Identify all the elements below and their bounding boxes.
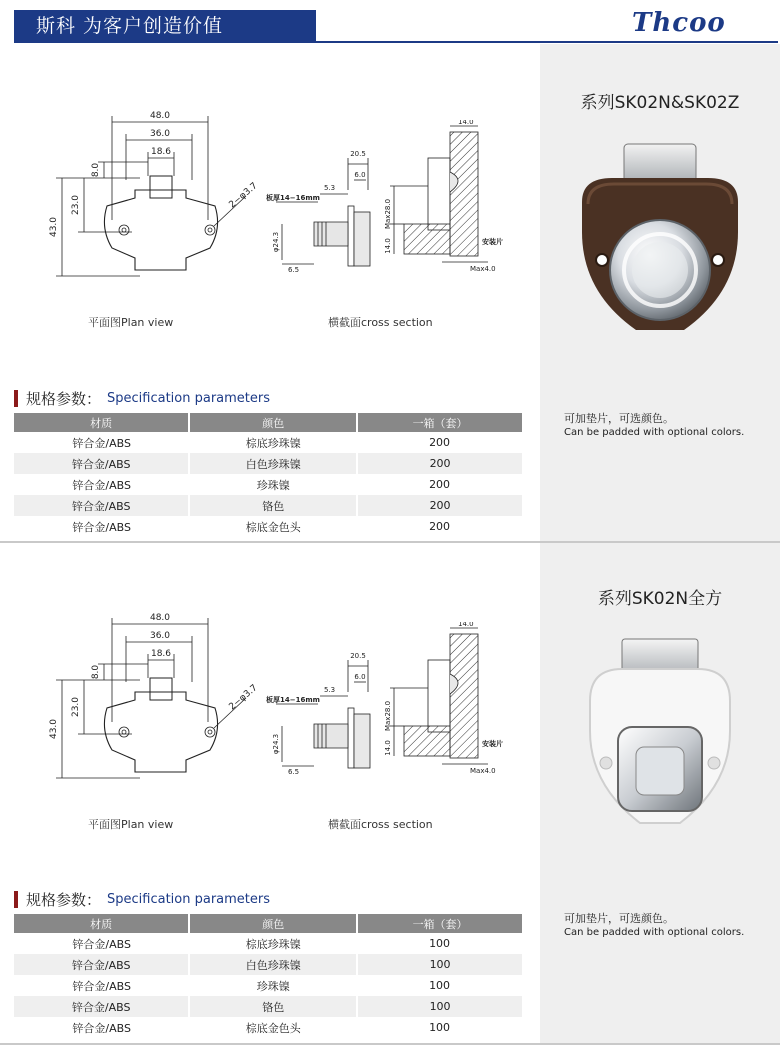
dim-max28: Max28.0: [384, 700, 392, 732]
dim-max28: Max28.0: [384, 198, 392, 230]
cell-color: 棕底金色头: [245, 520, 301, 534]
note-cn-2: 可加垫片，可选颜色。: [564, 912, 674, 925]
table-row: [14, 1017, 522, 1038]
cell-color: 白色珍珠镍: [189, 453, 357, 474]
plan-view-drawing-1: [40, 100, 260, 300]
note-en-2: Can be padded with optional colors.: [564, 927, 745, 938]
spec-header-2: [14, 889, 270, 909]
plan-view-drawing-2: [40, 602, 260, 802]
table-row: [14, 516, 522, 537]
dim-max4: Max4.0: [470, 767, 496, 775]
col-material: 材质: [14, 914, 189, 933]
cell-color: 棕底珍珠镍: [245, 937, 301, 951]
cross-section-drawing-1: [262, 120, 522, 280]
note-cn-1: 可加垫片，可选颜色。: [564, 412, 674, 425]
cell-qty: 200: [429, 478, 451, 491]
cell-material: 锌合金/ABS: [72, 520, 131, 534]
spec-title-cn-1: 规格参数：: [26, 389, 102, 408]
cell-material: 锌合金/ABS: [14, 453, 189, 474]
dim-14-top: 14.0: [458, 622, 474, 628]
dim-36: 36.0: [149, 631, 171, 641]
dim-14-side: 14.0: [384, 238, 392, 254]
spec-title-cn-2: 规格参数：: [26, 890, 102, 909]
cell-material: 锌合金/ABS: [72, 979, 131, 993]
cell-material: 锌合金/ABS: [14, 495, 189, 516]
cell-qty: 100: [357, 996, 522, 1017]
dim-43: 43.0: [49, 718, 59, 740]
dim-23: 23.0: [71, 194, 81, 216]
dim-hole: 2−φ3.7: [227, 683, 260, 713]
dim-23: 23.0: [71, 696, 81, 718]
product-panel-2: [540, 543, 780, 1043]
table-row: [14, 954, 522, 975]
table-row: [14, 996, 522, 1017]
series-title-2: 系列SK02N全方: [597, 589, 723, 609]
dim-43: 43.0: [49, 216, 59, 238]
dim-6-5: 6.5: [288, 768, 300, 776]
dim-5-3: 5.3: [324, 686, 336, 694]
header-rule: [14, 41, 778, 43]
dim-14-side: 14.0: [384, 740, 392, 756]
bottom-divider: [0, 1043, 780, 1045]
dim-48: 48.0: [149, 111, 171, 121]
dim-6: 6.0: [354, 171, 366, 179]
col-material: 材质: [14, 413, 189, 432]
brand-logo: Thcoo: [632, 8, 726, 38]
cell-color: 铬色: [189, 495, 357, 516]
table-row: [14, 474, 522, 495]
dim-48: 48.0: [149, 613, 171, 623]
spec-bar-2: [14, 891, 18, 908]
plan-caption-2: 平面图Plan view: [88, 818, 174, 831]
cell-material: 锌合金/ABS: [14, 996, 189, 1017]
table-row: [14, 495, 522, 516]
col-qty: 一箱（套）: [357, 413, 522, 432]
cell-material: 锌合金/ABS: [72, 478, 131, 492]
cell-qty: 200: [357, 453, 522, 474]
cell-qty: 100: [429, 937, 451, 950]
dim-8: 8.0: [91, 664, 101, 680]
spec-title-en-2: Specification parameters: [107, 891, 271, 907]
cross-caption-2: 横截面cross section: [328, 818, 433, 831]
dim-14-top: 14.0: [458, 120, 474, 126]
cell-qty: 200: [357, 495, 522, 516]
table-row: [14, 453, 522, 474]
cell-color: 棕底金色头: [245, 1021, 301, 1035]
cell-material: 锌合金/ABS: [72, 1021, 131, 1035]
product-photo-brown-round: [572, 142, 748, 338]
cell-qty: 100: [429, 1021, 451, 1034]
cell-color: 珍珠镍: [256, 478, 290, 492]
dim-36: 36.0: [149, 129, 171, 139]
spec-header-1: [14, 388, 270, 408]
install-plate: 安装片: [482, 238, 503, 246]
dim-d24: φ24.3: [272, 231, 280, 253]
col-qty: 一箱（套）: [357, 914, 522, 933]
cell-color: 棕底珍珠镍: [245, 436, 301, 450]
plan-caption-1: 平面图Plan view: [88, 316, 174, 329]
dim-5-3: 5.3: [324, 184, 336, 192]
spec-title-en-1: Specification parameters: [107, 390, 271, 406]
dim-18: 18.6: [150, 649, 172, 659]
dim-8: 8.0: [91, 162, 101, 178]
cell-color: 铬色: [189, 996, 357, 1017]
spec-table-2: [14, 914, 522, 1038]
cross-section-drawing-2: [262, 622, 522, 782]
series-title-1: 系列SK02N&SK02Z: [580, 93, 740, 113]
spec-table-1: [14, 413, 522, 537]
col-color: 颜色: [189, 914, 357, 933]
cell-qty: 200: [429, 520, 451, 533]
dim-6: 6.0: [354, 673, 366, 681]
cell-color: 白色珍珠镍: [189, 954, 357, 975]
dim-hole: 2−φ3.7: [227, 181, 260, 211]
install-plate: 安装片: [482, 740, 503, 748]
cell-color: 珍珠镍: [256, 979, 290, 993]
dim-18: 18.6: [150, 147, 172, 157]
product-panel-1: [540, 44, 780, 541]
dim-max4: Max4.0: [470, 265, 496, 273]
cell-material: 锌合金/ABS: [72, 937, 131, 951]
note-en-1: Can be padded with optional colors.: [564, 427, 745, 438]
table-row: [14, 975, 522, 996]
dim-20-5: 20.5: [350, 652, 366, 660]
cell-material: 锌合金/ABS: [14, 954, 189, 975]
cell-qty: 100: [429, 979, 451, 992]
cell-qty: 100: [357, 954, 522, 975]
col-color: 颜色: [189, 413, 357, 432]
table-row: [14, 933, 522, 954]
dim-d24: φ24.3: [272, 733, 280, 755]
spec-table-header: [14, 413, 522, 432]
header-tagline: 斯科 为客户创造价值: [14, 10, 316, 43]
spec-bar-1: [14, 390, 18, 407]
dim-20-5: 20.5: [350, 150, 366, 158]
cross-caption-1: 横截面cross section: [328, 316, 433, 329]
board-thickness: 板厚14−16mm: [266, 696, 320, 704]
cell-material: 锌合金/ABS: [72, 436, 131, 450]
product-photo-white-square: [580, 635, 740, 831]
spec-table-header: [14, 914, 522, 933]
board-thickness: 板厚14−16mm: [266, 194, 320, 202]
cell-qty: 200: [429, 436, 451, 449]
table-row: [14, 432, 522, 453]
dim-6-5: 6.5: [288, 266, 300, 274]
